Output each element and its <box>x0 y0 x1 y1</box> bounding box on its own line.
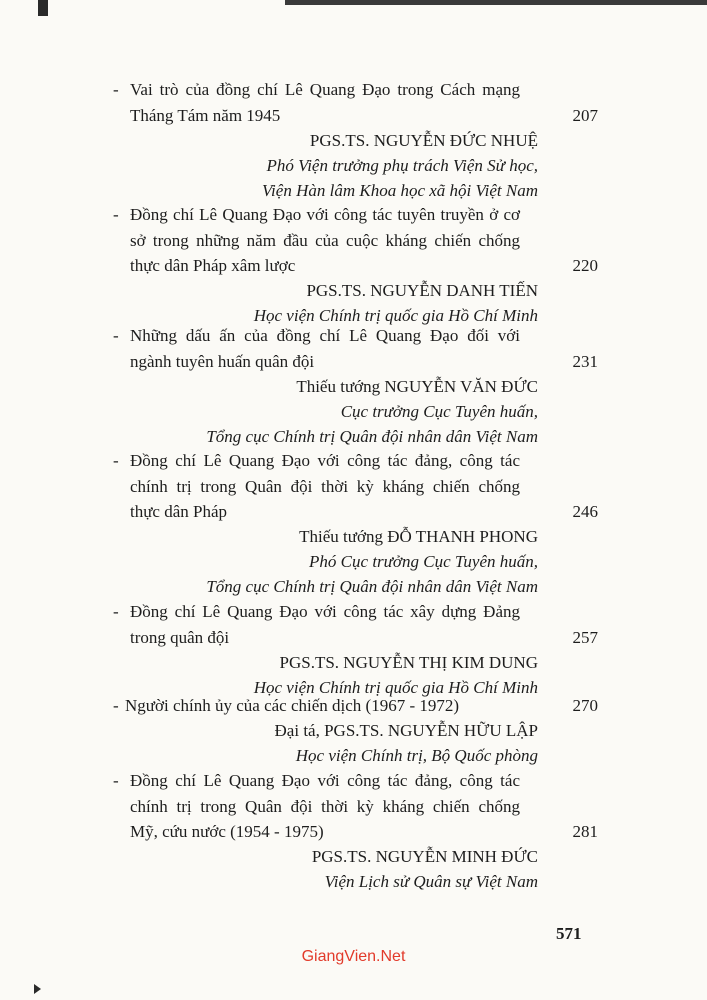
entry-page: 231 <box>572 352 598 371</box>
entry-author: Đại tá, PGS.TS. NGUYỄN HỮU LẬP <box>274 721 538 740</box>
entry-affiliation: Học viện Chính trị, Bộ Quốc phòng <box>295 746 538 765</box>
crop-mark-bottom <box>34 984 41 994</box>
entry-affiliation: Học viện Chính trị quốc gia Hồ Chí Minh <box>253 306 538 325</box>
entry-affiliation: Viện Hàn lâm Khoa học xã hội Việt Nam <box>261 181 538 200</box>
entry-author: PGS.TS. NGUYỄN THỊ KIM DUNG <box>279 653 538 672</box>
dash: - <box>113 326 119 345</box>
watermark: GiangVien.Net <box>301 948 406 965</box>
entry-title-line: Đồng chí Lê Quang Đạo với công tác đảng, công tác <box>130 451 520 470</box>
entry-page: 246 <box>572 502 598 521</box>
dash: - <box>113 451 119 470</box>
entry-title-line: Vai trò của đồng chí Lê Quang Đạo trong Cách mạng <box>130 80 520 99</box>
dash: - <box>113 205 119 224</box>
entry-affiliation: Viện Lịch sử Quân sự Việt Nam <box>324 872 538 891</box>
entry-affiliation: Phó Cục trưởng Cục Tuyên huấn, <box>309 552 538 571</box>
entry-title-line: thực dân Pháp xâm lược <box>130 256 296 275</box>
entry-page: 270 <box>572 696 598 715</box>
entry-author: PGS.TS. NGUYỄN DANH TIẾN <box>306 281 538 300</box>
dash: - <box>113 602 119 621</box>
scan-edge-bar <box>285 0 707 5</box>
entry-affiliation: Học viện Chính trị quốc gia Hồ Chí Minh <box>253 678 538 697</box>
crop-mark-top <box>38 0 48 16</box>
entry-page: 281 <box>572 822 598 841</box>
entry-title-line: trong quân đội <box>130 628 230 647</box>
entry-affiliation: Cục trưởng Cục Tuyên huấn, <box>340 402 538 421</box>
entry-author: Thiếu tướng ĐỖ THANH PHONG <box>299 527 538 546</box>
entry-title-line: chính trị trong Quân đội thời kỳ kháng chiến chống <box>130 797 520 816</box>
entry-title-line: ngành tuyên huấn quân đội <box>130 352 315 371</box>
entry-title-line: chính trị trong Quân đội thời kỳ kháng chiến chống <box>130 477 520 496</box>
entry-title-line: thực dân Pháp <box>130 502 228 521</box>
entry-title-line: Đồng chí Lê Quang Đạo với công tác xây dựng Đảng <box>130 602 520 621</box>
entry-author: PGS.TS. NGUYỄN ĐỨC NHUỆ <box>309 131 538 150</box>
dash: - <box>113 696 119 715</box>
entry-affiliation: Tổng cục Chính trị Quân đội nhân dân Việt Nam <box>206 427 538 446</box>
entry-page: 220 <box>572 256 598 275</box>
entry-title-line: Đồng chí Lê Quang Đạo với công tác tuyên truyền ở cơ <box>130 205 520 224</box>
entry-title-line: Đồng chí Lê Quang Đạo với công tác đảng, công tác <box>130 771 520 790</box>
entry-page: 257 <box>572 628 598 647</box>
entry-title-line: Tháng Tám năm 1945 <box>130 106 281 125</box>
page-number: 571 <box>556 924 582 943</box>
entry-title-line: Người chính ủy của các chiến dịch (1967 - 1972) <box>125 696 460 715</box>
entry-title-line: Mỹ, cứu nước (1954 - 1975) <box>130 822 324 841</box>
entry-page: 207 <box>572 106 598 125</box>
entry-affiliation: Tổng cục Chính trị Quân đội nhân dân Việt Nam <box>206 577 538 596</box>
entry-author: Thiếu tướng NGUYỄN VĂN ĐỨC <box>296 377 538 396</box>
dash: - <box>113 80 119 99</box>
entry-affiliation: Phó Viện trưởng phụ trách Viện Sử học, <box>266 156 538 175</box>
dash: - <box>113 771 119 790</box>
entry-title-line: Những dấu ấn của đồng chí Lê Quang Đạo đối với <box>130 326 520 345</box>
entry-title-line: sở trong những năm đầu của cuộc kháng chiến chống <box>130 231 520 250</box>
entry-author: PGS.TS. NGUYỄN MINH ĐỨC <box>311 847 538 866</box>
